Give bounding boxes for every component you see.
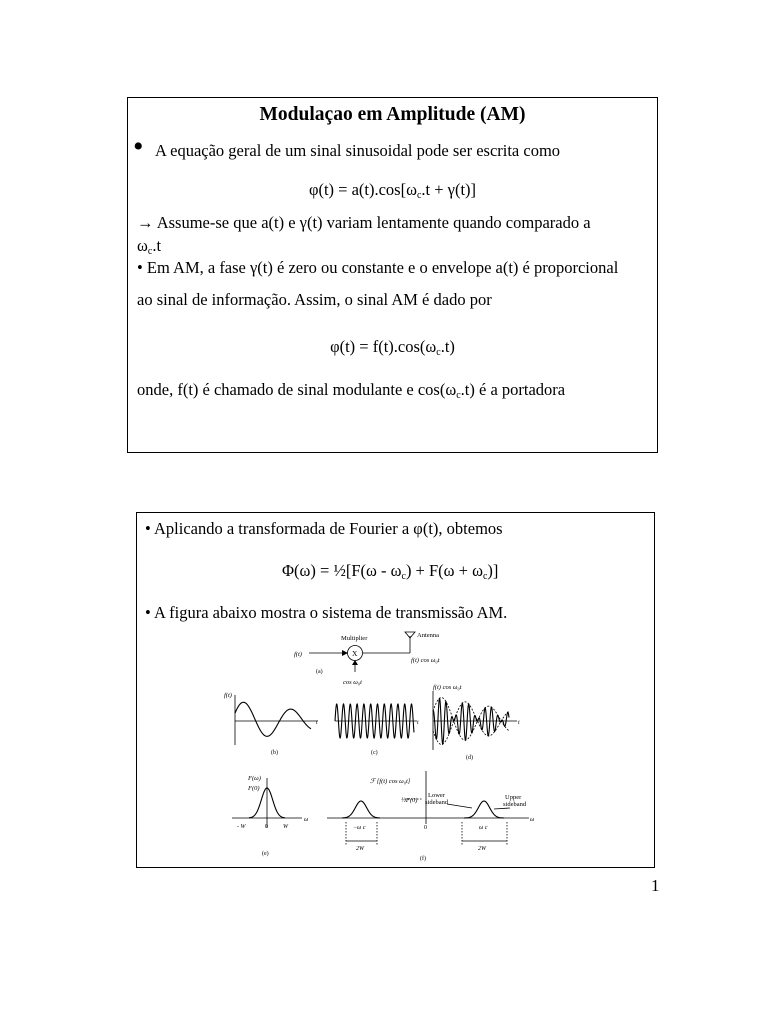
- lower-sideband-label-2: sideband: [425, 799, 449, 806]
- bullet-marker: •: [133, 130, 144, 163]
- label-f: (f): [420, 856, 426, 862]
- plot-d-title: f(t) cos ω₀t: [433, 684, 462, 691]
- plot-b-ylabel: f(t): [224, 692, 232, 699]
- plot-d-tlabel: t: [518, 720, 520, 726]
- label-e: (e): [262, 851, 269, 857]
- bullet-2-line-2: ao sinal de informação. Assim, o sinal AM é dado por: [137, 290, 492, 309]
- plot-c-tlabel: t: [417, 720, 419, 726]
- arrow-line: → Assume-se que a(t) e γ(t) variam lentamente quando comparado a: [137, 213, 591, 232]
- label-d: (d): [466, 755, 473, 761]
- plot-f: [327, 771, 529, 846]
- omega-line: $\omega_c.t$: [137, 236, 162, 257]
- lower-sideband-label-1: Lower: [428, 792, 445, 799]
- multiplier-label: Multiplier: [341, 635, 368, 642]
- plot-e: [232, 778, 302, 828]
- plot-f-upper-peak: [464, 801, 504, 818]
- lower-sideband-pointer: [447, 804, 472, 808]
- slide-title: Modulaçao em Amplitude (AM): [259, 104, 526, 125]
- label-b: (b): [271, 750, 278, 756]
- multiplier-x: X: [352, 649, 358, 658]
- plot-f-zero: 0: [424, 825, 427, 831]
- plot-b-curve: [235, 702, 311, 736]
- plot-e-zero: 0: [265, 824, 268, 830]
- bullet-fourier: • Aplicando a transformada de Fourier a φ(t), obtemos: [145, 519, 503, 538]
- onde-line: onde, f(t) é chamado de sinal modulante e $\cos(\omega_c.t)$ é a portadora: [137, 380, 566, 401]
- plot-f-neg-wc: −ω c: [353, 825, 366, 831]
- upper-sideband-pointer: [494, 808, 510, 809]
- plot-c: [335, 704, 417, 738]
- carrier-label: cos ω₀t: [343, 679, 362, 686]
- plot-b-tlabel: t: [316, 720, 318, 726]
- equation-fourier: Φ(ω) = ½[F(ω - $\omega_c) + F(\omega + \omega_c)$]: [282, 561, 499, 582]
- page-number: 1: [651, 876, 660, 895]
- bullet-1-text: A equação geral de um sinal sinusoidal pode ser escrita como: [155, 141, 561, 160]
- plot-f-2w-1: 2W: [356, 846, 364, 852]
- bullet-figure: • A figura abaixo mostra o sistema de transmissão AM.: [145, 603, 508, 622]
- plot-e-Fw: F(ω): [248, 775, 261, 782]
- label-c: (c): [371, 750, 378, 756]
- label-a: (a): [316, 669, 323, 675]
- carrier-arrowhead: [352, 660, 358, 665]
- plot-f-2w-2: 2W: [478, 846, 486, 852]
- plot-f-title: ℱ [f(t) cos ω₀t]: [370, 778, 411, 785]
- upper-sideband-label-1: Upper: [505, 794, 522, 801]
- plot-e-posW: W: [283, 824, 288, 830]
- am-system-figure: [224, 628, 540, 863]
- plot-f-wc: ω c: [479, 825, 488, 831]
- plot-f-half-F0: ½F(0): [401, 797, 418, 804]
- antenna-label: Antenna: [417, 632, 440, 639]
- bullet-2-line-1: • Em AM, a fase γ(t) é zero ou constante e o envelope a(t) é proporcional: [137, 258, 619, 277]
- plot-e-F0: F(0): [248, 785, 260, 792]
- plot-f-omega: ω: [530, 817, 535, 823]
- upper-sideband-label-2: sideband: [503, 801, 527, 808]
- plot-f-lower-peak: [342, 801, 380, 818]
- output-label: f(t) cos ω₀t: [411, 657, 440, 664]
- input-label: f(t): [294, 651, 302, 658]
- equation-phase: $\varphi(t) = a(t).\cos[\omega_c.t + \gamma(t)]$: [308, 180, 477, 201]
- plot-e-omega: ω: [304, 817, 309, 823]
- slide-1: [127, 97, 658, 453]
- plot-d: [433, 691, 517, 750]
- equation-am: $\varphi(t) = f(t).\cos(\omega_c.t)$: [330, 337, 455, 358]
- plot-b: [235, 695, 318, 745]
- plot-e-negW: - W: [237, 824, 246, 830]
